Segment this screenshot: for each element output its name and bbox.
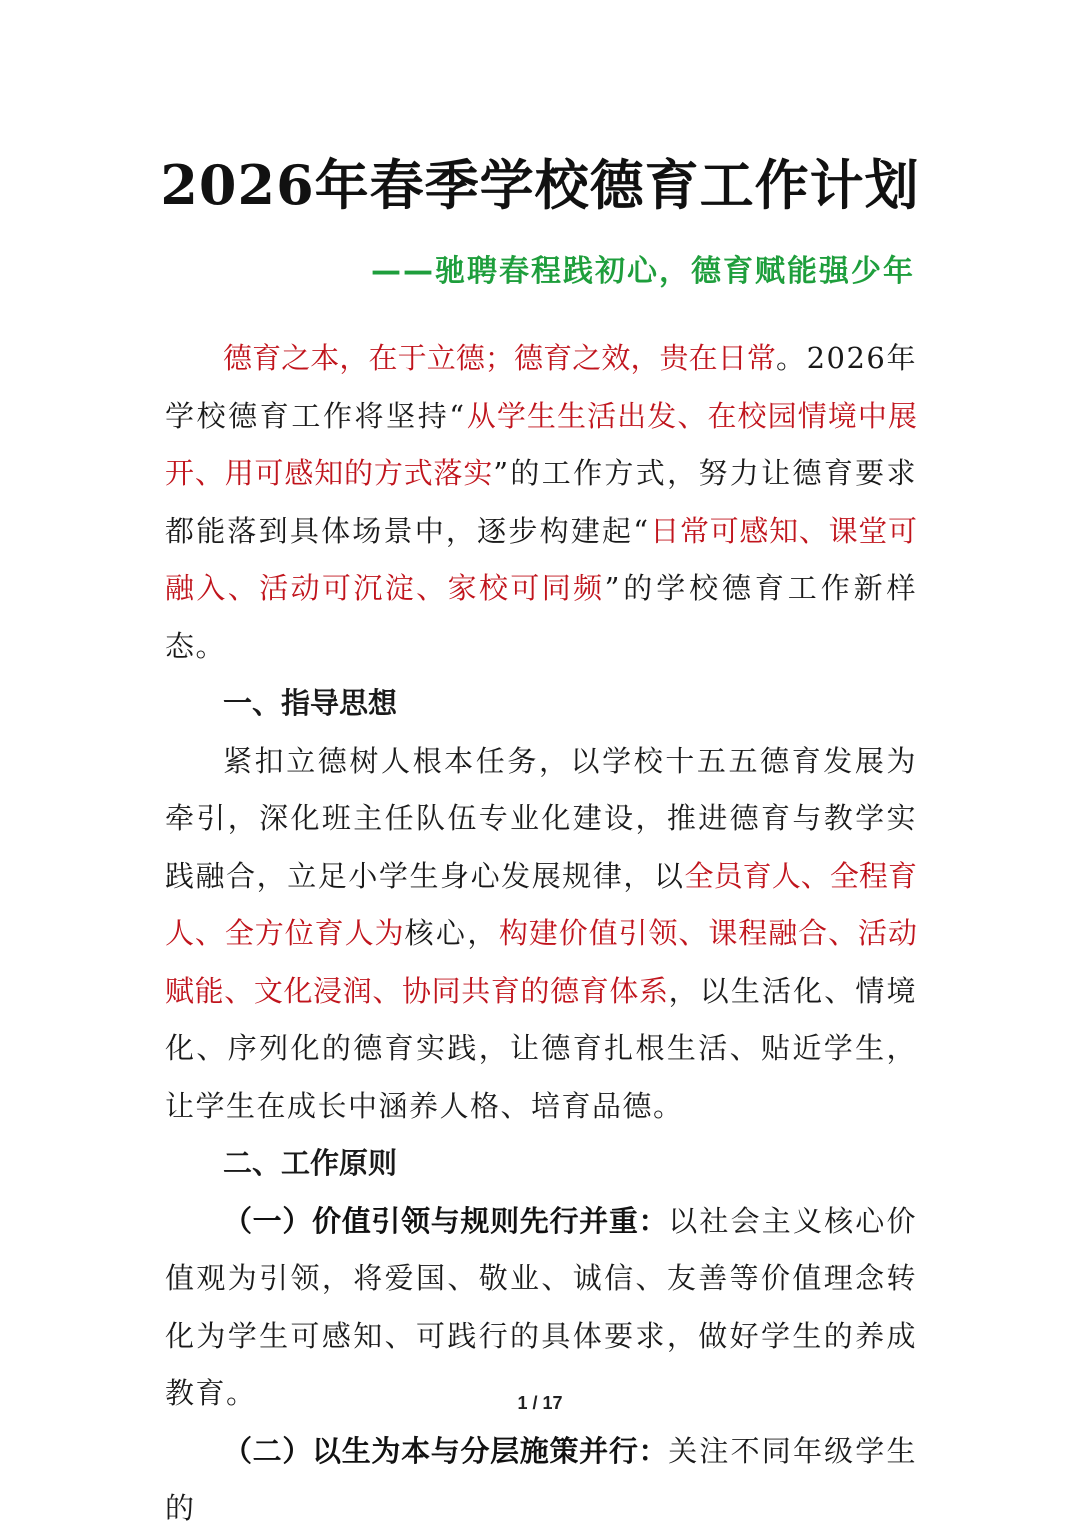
intro-text-3: ”的学校德育工作新样态。 — [165, 571, 917, 663]
page-number: 1 / 17 — [517, 1393, 563, 1413]
intro-highlight-2: 从学生生活出发、在校园情境中展开、用可感知的方式落实 — [165, 398, 917, 490]
intro-paragraph — [165, 330, 917, 675]
intro-text-1: 。2026年学校德育工作将坚持“ — [165, 341, 917, 433]
guiding-paragraph — [165, 733, 917, 1136]
intro-text-2: ”的工作方式，努力让德育要求都能落到具体场景中，逐步构建起“ — [165, 456, 917, 548]
principle-item-2-title: （二）以生为本与分层施策并行： — [223, 1433, 669, 1468]
guiding-highlight-1: 全员育人、全程育人、全方位育人为 — [165, 858, 917, 950]
guiding-text-1: 紧扣立德树人根本任务，以学校十五五德育发展为牵引，深化班主任队伍专业化建设，推进德育与教学实践融合，立足小学生身心发展规律，以 — [165, 743, 917, 893]
document-title: 2026年春季学校德育工作计划 — [160, 153, 920, 217]
intro-highlight-1: 德育之本，在于立德；德育之效，贵在日常 — [223, 341, 776, 375]
principle-item-1-title: （一）价值引领与规则先行并重： — [223, 1203, 669, 1238]
document-body — [165, 330, 917, 1538]
section-heading-principles: 二、工作原则 — [223, 1146, 398, 1180]
intro-highlight-3: 日常可感知、课堂可融入、活动可沉淀、家校可同频 — [165, 513, 917, 605]
guiding-text-2: 核心， — [404, 916, 499, 950]
document-subtitle: ——驰聘春程践初心，德育赋能强少年 — [371, 254, 915, 289]
section-heading-guiding: 一、指导思想 — [223, 686, 398, 720]
principle-item-1 — [165, 1193, 917, 1423]
guiding-text-3: ，以生活化、情境化、序列化的德育实践，让德育扎根生活、贴近学生，让学生在成长中涵养人格、培育品德。 — [165, 973, 917, 1123]
principle-item-2 — [165, 1423, 917, 1538]
principle-item-2-text: 关注不同年级学生的 — [165, 1433, 917, 1525]
guiding-highlight-2: 构建价值引领、课程融合、活动赋能、文化浸润、协同共育的德育体系 — [165, 916, 917, 1008]
principle-item-1-text: 以社会主义核心价值观为引领，将爱国、敬业、诚信、友善等价值理念转化为学生可感知、可践行的具体要求，做好学生的养成教育。 — [165, 1203, 917, 1410]
